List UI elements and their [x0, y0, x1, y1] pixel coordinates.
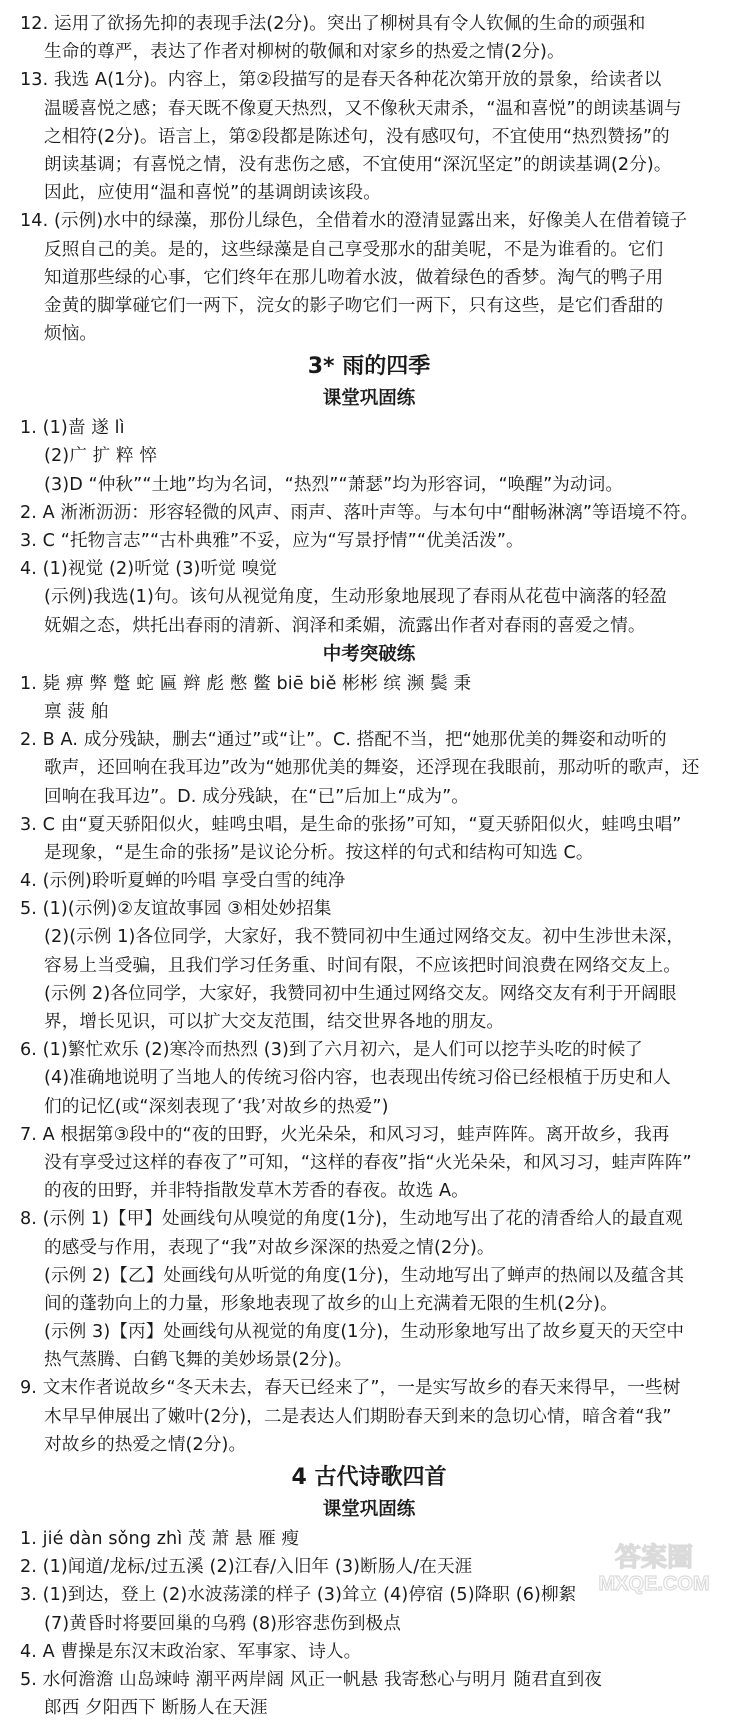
answer-line: (7)黄昏时将要回巢的乌鸦 (8)形容悲伤到极点 [44, 1613, 401, 1634]
answer-line: 烦恼。 [44, 324, 98, 345]
answer-line: 金黄的脚掌碰它们一两下，浣女的影子吻它们一两下，只有这些，是它们香甜的 [44, 295, 664, 316]
answer-line: 2. B A. 成分残缺，删去“通过”或“让”。C. 搭配不当，把“她那优美的舞姿和动听的 [20, 730, 667, 751]
answer-line: 4. (示例)聆听夏蝉的吟唱 享受白雪的纯净 [20, 871, 346, 892]
section-4-sub-classroom: 课堂巩固练 [322, 1499, 416, 1520]
answer-line: (示例 3)【丙】处画线句从视觉的角度(1分)，生动形象地写出了故乡夏天的天空中 [44, 1322, 685, 1343]
answer-line: 容易上当受骗，且我们学习任务重、时间有限，不应该把时间浪费在网络交友上。 [44, 955, 681, 976]
answer-line: 6. (1)繁忙欢乐 (2)寒冷而热烈 (3)到了六月初六，是人们可以挖芋头吃的时候了 [20, 1040, 643, 1061]
answer-line: 的夜的田野，并非特指散发草木芳香的春夜。故选 A。 [44, 1181, 469, 1202]
answer-line: 的感受与作用，表现了“我”对故乡深深的热爱之情(2分)。 [44, 1237, 495, 1258]
answer-line: 13. 我选 A(1分)。内容上，第②段描写的是春天各种花次第开放的景象，给读者以 [20, 70, 662, 91]
answer-line: 2. (1)闻道/龙标/过五溪 (2)江春/入旧年 (3)断肠人/在天涯 [20, 1557, 473, 1578]
answer-line: 回响在我耳边”。D. 成分残缺，在“已”后加上“成为”。 [44, 786, 469, 807]
answers-previous-section [20, 10, 718, 348]
answer-line: 们的记忆(或“深刻表现了‘我’对故乡的热爱”) [44, 1096, 389, 1117]
section-4-title: 4 古代诗歌四首 [291, 1465, 447, 1490]
answer-line: 1. 毙 痹 弊 蹩 蛇 匾 辫 彪 憋 鳖 biē biě 彬彬 缤 濒 鬓 秉 [20, 673, 472, 694]
answer-line: 5. 水何澹澹 山岛竦峙 潮平两岸阔 风正一帆悬 我寄愁心与明月 随君直到夜 [20, 1669, 602, 1690]
answer-line: 朗读基调；有喜悦之情，没有悲伤之感，不宜使用“深沉坚定”的朗读基调(2分)。 [44, 154, 672, 175]
section-3-classroom-answers [20, 414, 718, 640]
answer-line: 9. 文末作者说故乡“冬天未去，春天已经来了”，一是实写故乡的春天来得早，一些树 [20, 1378, 681, 1399]
svg-text:答案圈: 答案圈 [614, 1543, 694, 1573]
answer-line: 3. C “托物言志”“古朴典雅”不妥，应为“写景抒情”“优美活泼”。 [20, 531, 524, 551]
answer-line: 间的蓬勃向上的力量，形象地表现了故乡的山上充满着无限的生机(2分)。 [44, 1293, 618, 1314]
answer-line: (2)广 扩 粹 悴 [44, 446, 158, 467]
answer-line: 郎西 夕阳西下 断肠人在天涯 [44, 1698, 268, 1719]
answer-line: 3. C 由“夏天骄阳似火，蛙鸣虫唱，是生命的张扬”可知，“夏天骄阳似火，蛙鸣虫唱” [20, 814, 682, 835]
svg-text:MXQE.COM: MXQE.COM [598, 1573, 710, 1595]
answer-line: 生命的尊严，表达了作者对柳树的敬佩和对家乡的热爱之情(2分)。 [44, 42, 565, 63]
answer-line: 3. (1)到达，登上 (2)水波荡漾的样子 (3)耸立 (4)停宿 (5)降职 (6)柳絮 [20, 1585, 577, 1606]
answer-line: 之相符(2分)。语言上，第②段都是陈述句，没有感叹句，不宜使用“热烈赞扬”的 [44, 126, 670, 147]
section-3-sub-classroom: 课堂巩固练 [322, 388, 416, 410]
answer-line: 温暖喜悦之感；春天既不像夏天热烈，又不像秋天肃杀，“温和喜悦”的朗读基调与 [44, 98, 682, 119]
answer-line: 5. (1)(示例)②友谊故事园 ③相处妙招集 [20, 899, 332, 920]
answer-page [20, 10, 718, 1722]
watermark-logo [579, 1536, 729, 1596]
answer-line: (3)D “仲秋”“土地”均为名词，“热烈”“萧瑟”均为形容词，“唤醒”为动词。 [44, 474, 624, 495]
answer-line: 1. (1)啬 遂 lì [20, 418, 125, 439]
answer-line: 界，增长见识，可以扩大交友范围，结交世界各地的朋友。 [44, 1012, 505, 1032]
section-3-sub-exam: 中考突破练 [322, 643, 416, 665]
answer-line: 是现象，“是生命的张扬”是议论分析。按这样的句式和结构可知选 C。 [44, 842, 594, 863]
answer-line: 4. A 曹操是东汉末政治家、军事家、诗人。 [20, 1641, 362, 1662]
answer-line: 7. A 根据第③段中的“夜的田野，火光朵朵，和风习习，蛙声阵阵。离开故乡，我再 [20, 1124, 670, 1145]
answer-line: 对故乡的热爱之情(2分)。 [44, 1434, 247, 1455]
section-3-title: 3* 雨的四季 [307, 354, 431, 380]
answer-line: 12. 运用了欲扬先抑的表现手法(2分)。突出了柳树具有令人钦佩的生命的顽强和 [20, 14, 646, 34]
answer-line: 反照自己的美。是的，这些绿藻是自己享受那水的甜美呢，不是为谁看的。它们 [44, 239, 664, 260]
answer-line: 8. (示例 1)【甲】处画线句从嗅觉的角度(1分)，生动地写出了花的清香给人的最直观 [20, 1209, 683, 1230]
answer-line: 1. jié dàn sǒng zhì 茂 萧 悬 雁 瘦 [20, 1529, 300, 1549]
answer-line: (示例)我选(1)句。该句从视觉角度，生动形象地展现了春雨从花苞中滴落的轻盈 [44, 587, 668, 608]
answer-line: 热气蒸腾、白鹤飞舞的美妙场景(2分)。 [44, 1350, 353, 1371]
answer-line: 因此，应使用“温和喜悦”的基调朗读该段。 [44, 183, 381, 204]
answer-line: 歌声，还回响在我耳边”改为“她那优美的舞姿，还浮现在我眼前，那动听的歌声，还 [44, 758, 700, 779]
answer-line: 妩媚之态，烘托出春雨的清新、润泽和柔媚，流露出作者对春雨的喜爱之情。 [44, 615, 646, 636]
answer-line: 木早早伸展出了嫩叶(2分)，二是表达人们期盼春天到来的急切心情，暗含着“我” [44, 1406, 672, 1427]
answer-line: (示例 2)各位同学，大家好，我赞同初中生通过网络交友。网络交友有利于开阔眼 [44, 983, 677, 1004]
answer-line: 14. (示例)水中的绿藻，那份儿绿色，全借着水的澄清显露出来，好像美人在借着镜子 [20, 211, 688, 232]
answer-line: (4)准确地说明了当地人的传统习俗内容，也表现出传统习俗已经根植于历史和人 [44, 1068, 671, 1089]
answer-line: (示例 2)【乙】处画线句从听觉的角度(1分)，生动地写出了蝉声的热闹以及蕴含其 [44, 1265, 685, 1286]
answer-line: 2. A 淅淅沥沥：形容轻微的风声、雨声、落叶声等。与本句中“酣畅淋漓”等语境不符。 [20, 502, 699, 523]
answer-line: 没有享受过这样的春夜了”可知，“这样的春夜”指“火光朵朵，和风习习，蛙声阵阵” [44, 1152, 692, 1173]
answer-line: (2)(示例 1)各位同学，大家好，我不赞同初中生通过网络交友。初中生涉世未深， [44, 927, 685, 948]
answer-line: 知道那些绿的心事，它们终年在那儿吻着水波，做着绿色的香梦。淘气的鸭子用 [44, 267, 664, 288]
answer-line: 4. (1)视觉 (2)听觉 (3)听觉 嗅觉 [20, 559, 277, 580]
answer-line: 禀 菠 舶 [44, 701, 109, 722]
section-3-exam-answers [20, 670, 718, 1459]
